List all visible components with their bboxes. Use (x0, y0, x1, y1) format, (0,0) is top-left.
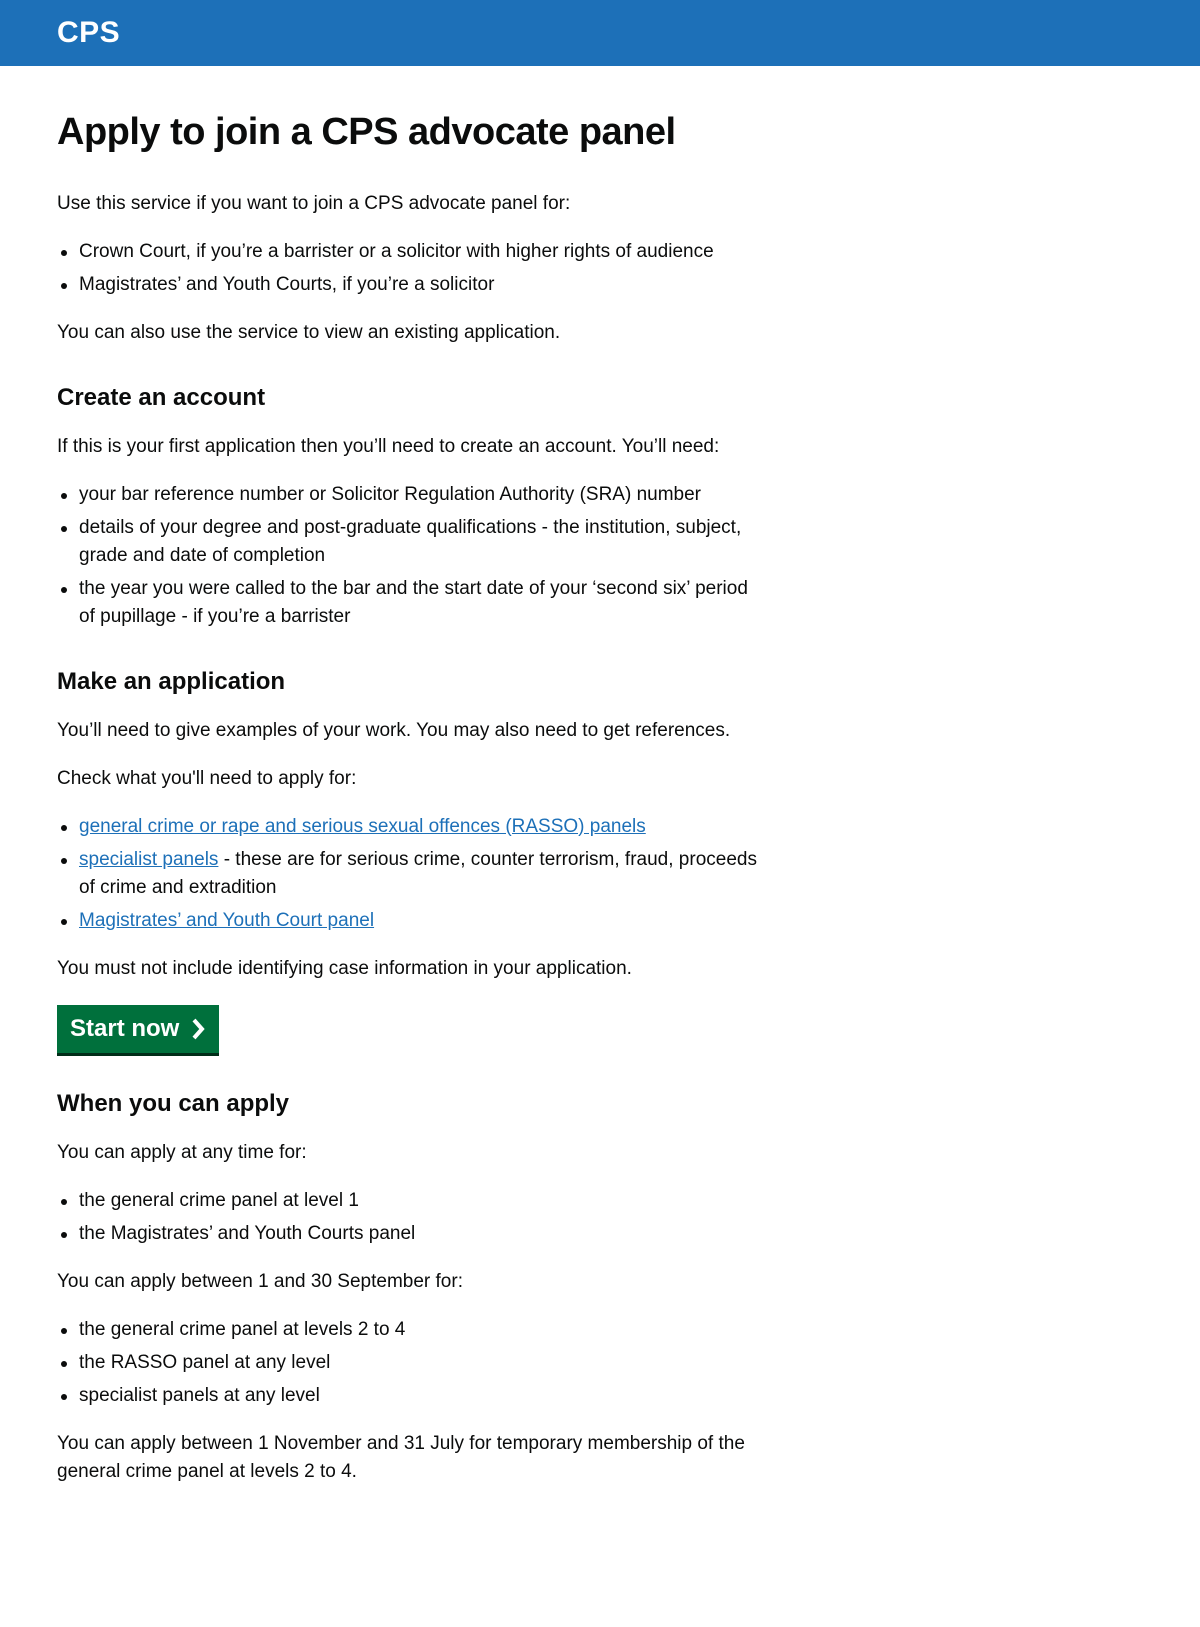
panel-links-list (57, 813, 757, 935)
list-item: the general crime panel at levels 2 to 4 (79, 1316, 757, 1344)
list-item (79, 907, 757, 935)
list-item (79, 813, 757, 841)
temporary-membership-text: You can apply between 1 November and 31 July for temporary membership of the general crime panel at levels 2 to 4. (57, 1432, 745, 1482)
intro-list (57, 238, 757, 299)
create-account-list (57, 481, 757, 631)
site-header (0, 0, 1200, 66)
start-now-button[interactable] (57, 1005, 219, 1053)
september-list (57, 1316, 757, 1410)
september-text: You can apply between 1 and 30 September for: (57, 1270, 463, 1292)
when-apply-heading: When you can apply (57, 1089, 290, 1117)
list-item: Crown Court, if you’re a barrister or a solicitor with higher rights of audience (79, 238, 757, 266)
cps-logo-link[interactable]: CPS (57, 16, 121, 49)
list-item: details of your degree and post-graduate qualifications - the institution, subject, grade and date of completion (79, 514, 757, 570)
specialist-description: - these are for serious crime, counter terrorism, fraud, proceeds of crime and extradition (79, 848, 757, 898)
main-content (0, 110, 757, 1486)
create-account-text: If this is your first application then you’ll need to create an account. You’ll need: (57, 435, 720, 457)
list-item: specialist panels at any level (79, 1382, 757, 1410)
magistrates-youth-court-link[interactable]: Magistrates’ and Youth Court panel (79, 909, 375, 931)
general-crime-rasso-link[interactable]: general crime or rape and serious sexual offences (RASSO) panels (79, 815, 646, 837)
list-item: the year you were called to the bar and the start date of your ‘second six’ period of pupillage - if you’re a barrister (79, 575, 757, 631)
create-account-heading: Create an account (57, 383, 266, 411)
case-information-warning: You must not include identifying case information in your application. (57, 957, 632, 979)
list-item: your bar reference number or Solicitor Regulation Authority (SRA) number (79, 481, 757, 509)
specialist-panels-link[interactable]: specialist panels (79, 848, 219, 870)
list-item (79, 846, 757, 902)
check-text: Check what you'll need to apply for: (57, 767, 357, 789)
anytime-list (57, 1187, 757, 1248)
page-title: Apply to join a CPS advocate panel (57, 111, 676, 153)
list-item: the general crime panel at level 1 (79, 1187, 757, 1215)
chevron-right-icon (191, 1018, 205, 1040)
make-application-heading: Make an application (57, 667, 286, 695)
list-item: the Magistrates’ and Youth Courts panel (79, 1220, 757, 1248)
start-now-label: Start now (70, 1014, 180, 1042)
list-item: the RASSO panel at any level (79, 1349, 757, 1377)
make-application-text: You’ll need to give examples of your work. You may also need to get references. (57, 719, 731, 741)
anytime-text: You can apply at any time for: (57, 1141, 307, 1163)
view-existing-text: You can also use the service to view an existing application. (57, 321, 561, 343)
list-item: Magistrates’ and Youth Courts, if you’re a solicitor (79, 271, 757, 299)
intro-text: Use this service if you want to join a CPS advocate panel for: (57, 192, 571, 214)
